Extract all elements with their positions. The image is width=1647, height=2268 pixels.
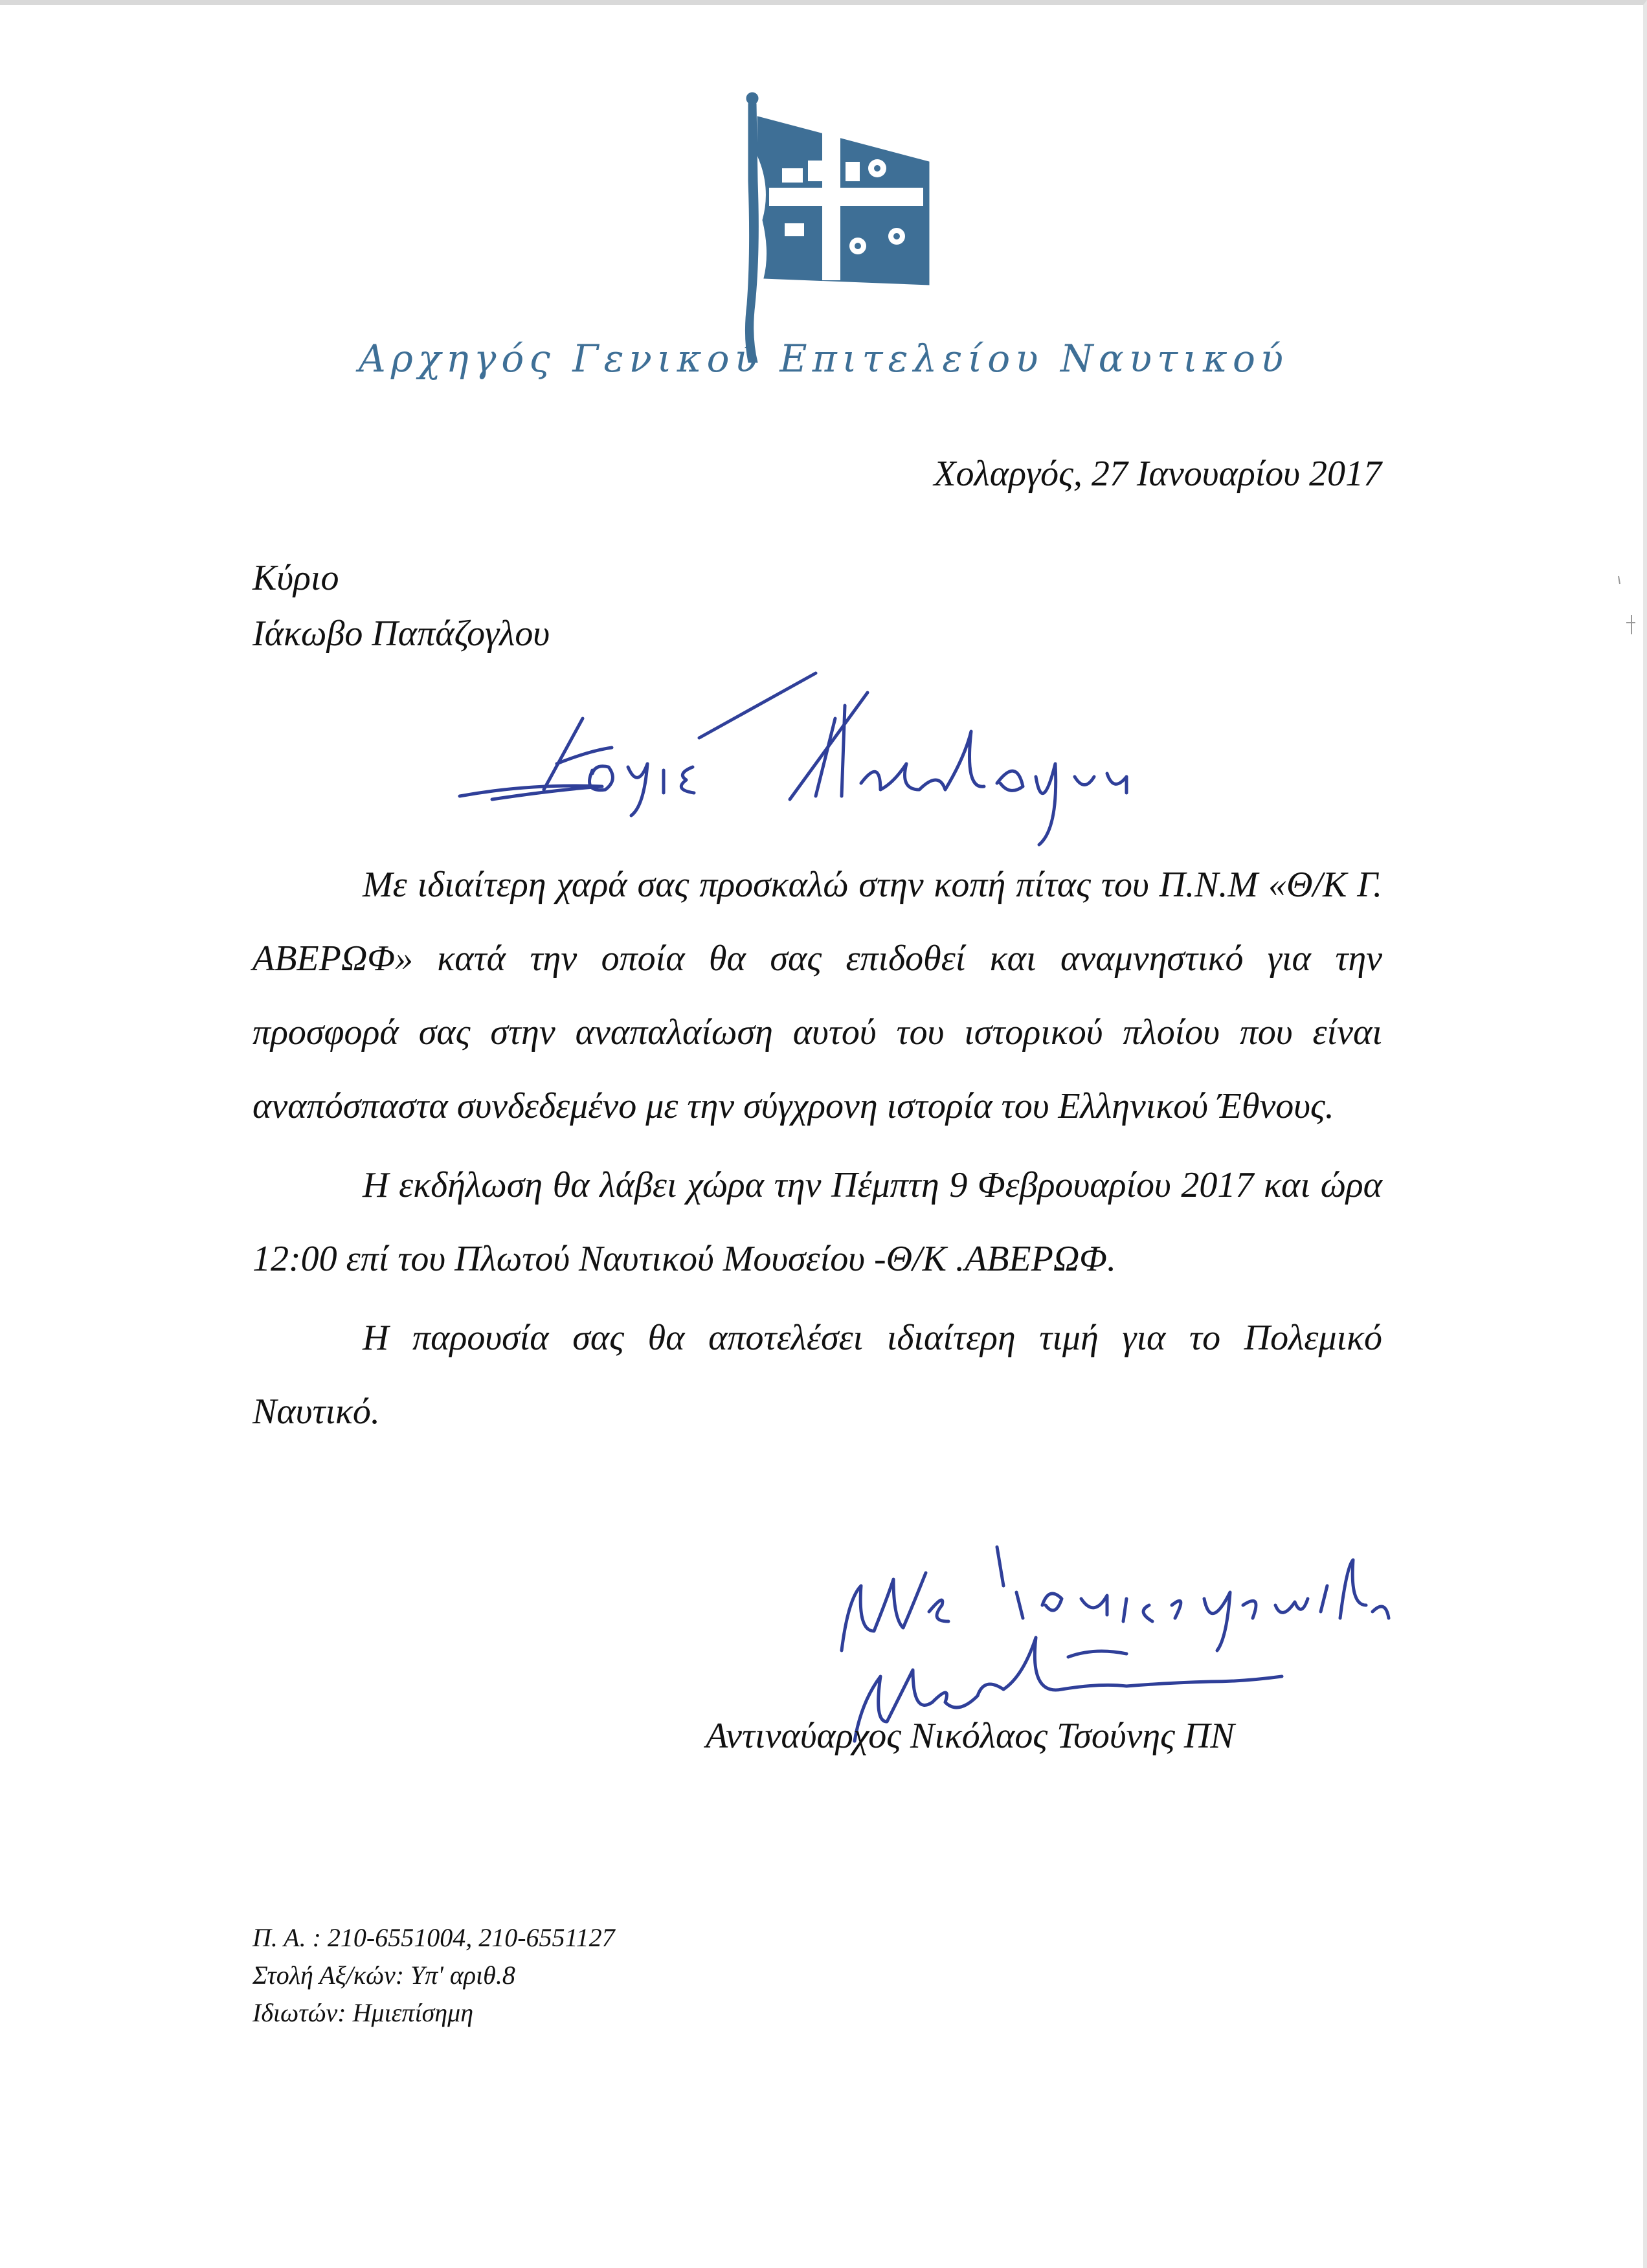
- rsvp-phone-numbers: Π. Α. : 210-6551004, 210-6551127: [252, 1923, 615, 1952]
- addressee-name: Ιάκωβο Παπάζογλου: [252, 614, 550, 654]
- dress-code-officers: Στολή Αξ/κών: Υπ' αριθ.8: [252, 1961, 515, 1990]
- addressee-title: Κύριο: [252, 558, 339, 598]
- margin-marks: [1612, 570, 1638, 647]
- addressee-block: [252, 550, 550, 662]
- dress-code-civilians: Ιδιωτών: Ημιεπίσημη: [252, 1998, 474, 2027]
- body-paragraph-event-details: Η εκδήλωση θα λάβει χώρα την Πέμπτη 9 Φεβρουαρίου 2017 και ώρα 12:00 επί του Πλωτού Ναυτικού Μουσείου -Θ/Κ .ΑΒΕΡΩΦ.: [252, 1165, 1382, 1279]
- greek-naval-ensign-icon: [732, 91, 939, 369]
- footer-notes: [252, 1919, 615, 2032]
- signer-name: Αντιναύαρχος Νικόλαος Τσούνης ΠΝ: [706, 1716, 1235, 1756]
- body-paragraph-closing: Η παρουσία σας θα αποτελέσει ιδιαίτερη τιμή για το Πολεμικό Ναυτικό.: [252, 1318, 1382, 1432]
- letter-date: Χολαργός, 27 Ιανουαρίου 2017: [934, 454, 1382, 494]
- body-paragraph-invitation: Με ιδιαίτερη χαρά σας προσκαλώ στην κοπή πίτας του Π.Ν.Μ «Θ/Κ Γ. ΑΒΕΡΩΦ» κατά την οποία θα σας επιδοθεί και αναμνηστικό για την προσφορά σας στην αναπαλαίωση αυτού του ιστορικού πλοίου που είναι αναπόσπαστα συνδεδεμένο με την σύγχρονη ιστορία του Ελληνικού Έθνους.: [252, 865, 1382, 1126]
- handwritten-salutation: [453, 660, 1165, 854]
- letter-body: [252, 848, 1382, 1449]
- letterhead-title: Αρχηγός Γενικού Επιτελείου Ναυτικού: [358, 337, 1289, 381]
